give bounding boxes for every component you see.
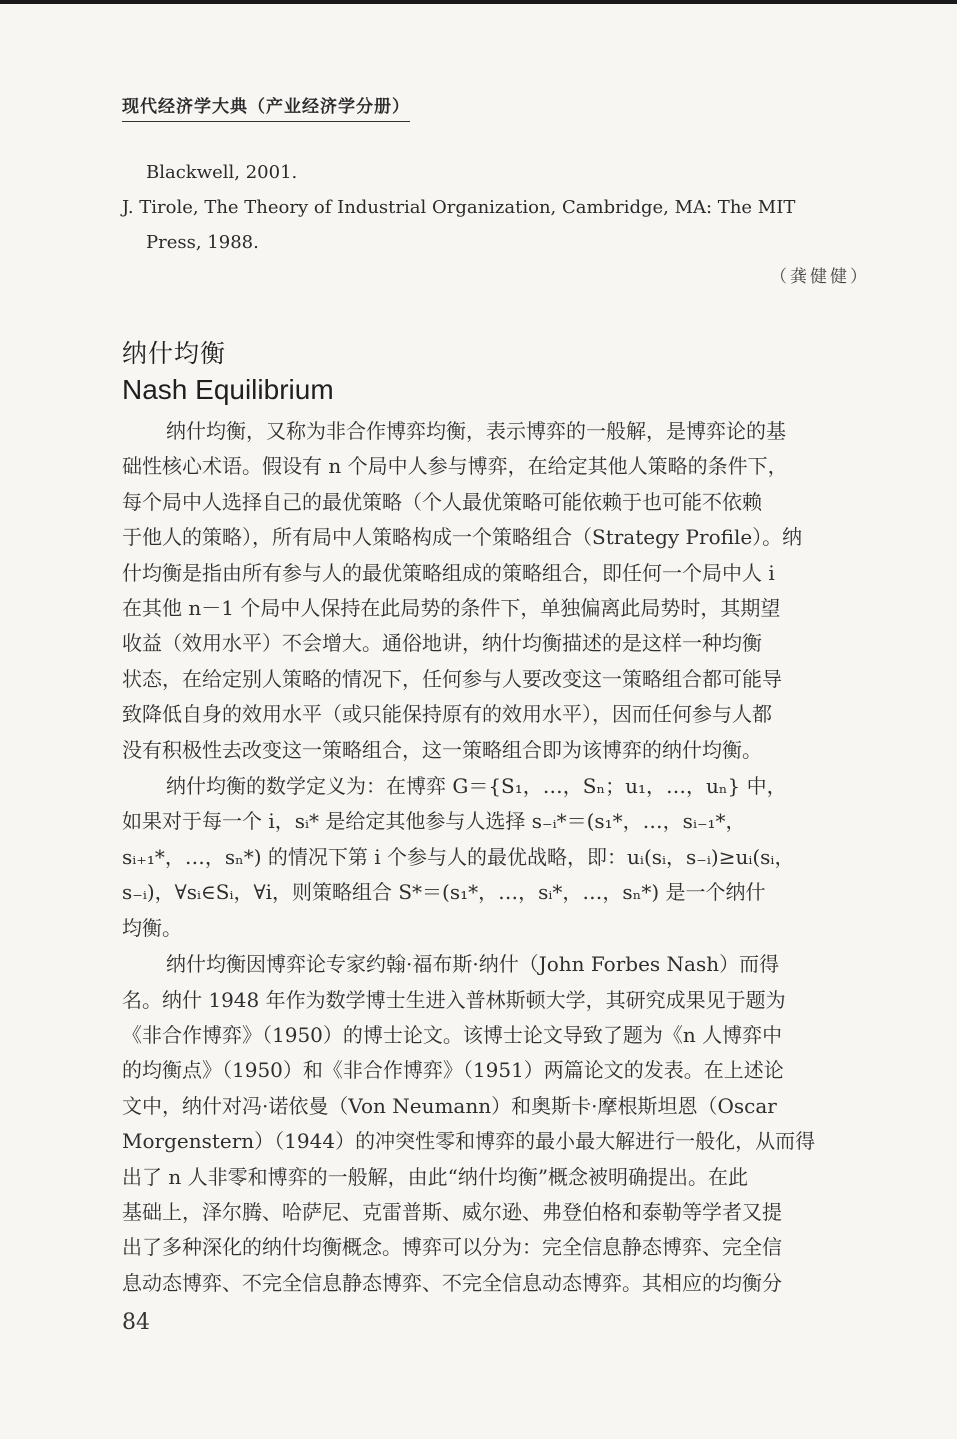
text-line: 出了多种深化的纳什均衡概念。博弈可以分为：完全信息静态博弈、完全信	[122, 1235, 782, 1260]
text-line: 均衡。	[122, 915, 182, 940]
text-line: sᵢ₊₁*，…，sₙ*) 的情况下第 i 个参与人的最优战略，即：uᵢ(sᵢ，s₋ᵢ)≥uᵢ(sᵢ，	[122, 844, 795, 869]
entry-title-en: Nash Equilibrium	[122, 374, 334, 405]
text-line: Morgenstern）（1944）的冲突性零和博弈的最小最大解进行一般化，从而得	[122, 1129, 816, 1154]
reference-line: J. Tirole, The Theory of Industrial Organization, Cambridge, MA: The MIT	[122, 197, 796, 218]
paragraph	[122, 414, 870, 768]
page-number: 84	[122, 1310, 150, 1335]
text-line: 《非合作博弈》（1950）的博士论文。该博士论文导致了题为《n 人博弈中	[122, 1022, 783, 1047]
text-line: 出了 n 人非零和博弈的一般解，由此“纳什均衡”概念被明确提出。在此	[122, 1164, 749, 1189]
text-line: 息动态博弈、不完全信息静态博弈、不完全信息动态博弈。其相应的均衡分	[122, 1270, 782, 1295]
entry-body	[122, 414, 870, 1302]
text-line: 什均衡是指由所有参与人的最优策略组成的策略组合，即任何一个局中人 i	[122, 560, 775, 585]
text-line: 纳什均衡因博弈论专家约翰·福布斯·纳什（John Forbes Nash）而得	[166, 952, 780, 977]
references	[122, 155, 870, 260]
text-line: 础性核心术语。假设有 n 个局中人参与博弈，在给定其他人策略的条件下，	[122, 454, 788, 479]
text-line: 纳什均衡，又称为非合作博弈均衡，表示博弈的一般解，是博弈论的基	[166, 419, 786, 443]
text-line: 在其他 n－1 个局中人保持在此局势的条件下，单独偏离此局势时，其期望	[122, 596, 781, 621]
paragraph	[122, 769, 870, 946]
reference-item	[122, 190, 870, 260]
text-line: 没有积极性去改变这一策略组合，这一策略组合即为该博弈的纳什均衡。	[122, 737, 762, 762]
text-line: 致降低自身的效用水平（或只能保持原有的效用水平），因而任何参与人都	[122, 702, 772, 727]
entry-author: （龚健健）	[770, 267, 870, 287]
text-line: 于他人的策略），所有局中人策略构成一个策略组合（Strategy Profile）。纳	[122, 525, 803, 550]
text-line: 的均衡点》（1950）和《非合作博弈》（1951）两篇论文的发表。在上述论	[122, 1058, 784, 1083]
entry-title-zh: 纳什均衡	[122, 339, 227, 368]
reference-line: Press, 1988.	[146, 232, 259, 253]
reference-item	[122, 155, 870, 190]
text-line: 每个局中人选择自己的最优策略（个人最优策略可能依赖于也可能不依赖	[122, 489, 762, 514]
text-line: 收益（效用水平）不会增大。通俗地讲，纳什均衡描述的是这样一种均衡	[122, 631, 762, 656]
text-line: 纳什均衡的数学定义为：在博弈 G＝{S₁，…，Sₙ；u₁，…，uₙ} 中，	[166, 774, 787, 799]
text-line: 文中，纳什对冯·诺依曼（Von Neumann）和奥斯卡·摩根斯坦恩（Oscar	[122, 1093, 777, 1118]
text-line: 状态，在给定别人策略的情况下，任何参与人要改变这一策略组合都可能导	[122, 666, 782, 691]
paragraph	[122, 947, 870, 1301]
text-line: 名。纳什 1948 年作为数学博士生进入普林斯顿大学，其研究成果见于题为	[122, 987, 786, 1012]
top-rule	[0, 0, 957, 4]
running-head: 现代经济学大典（产业经济学分册）	[122, 92, 410, 122]
text-line: s₋ᵢ)，∀sᵢ∈Sᵢ，∀i，则策略组合 S*＝(s₁*，…，sᵢ*，…，sₙ*) 是一个纳什	[122, 880, 766, 905]
reference-line: Blackwell, 2001.	[146, 162, 298, 183]
text-line: 如果对于每一个 i，sᵢ* 是给定其他参与人选择 s₋ᵢ*＝(s₁*，…，sᵢ₋₁*，	[122, 809, 746, 834]
text-line: 基础上，泽尔腾、哈萨尼、克雷普斯、威尔逊、弗登伯格和泰勒等学者又提	[122, 1199, 782, 1224]
